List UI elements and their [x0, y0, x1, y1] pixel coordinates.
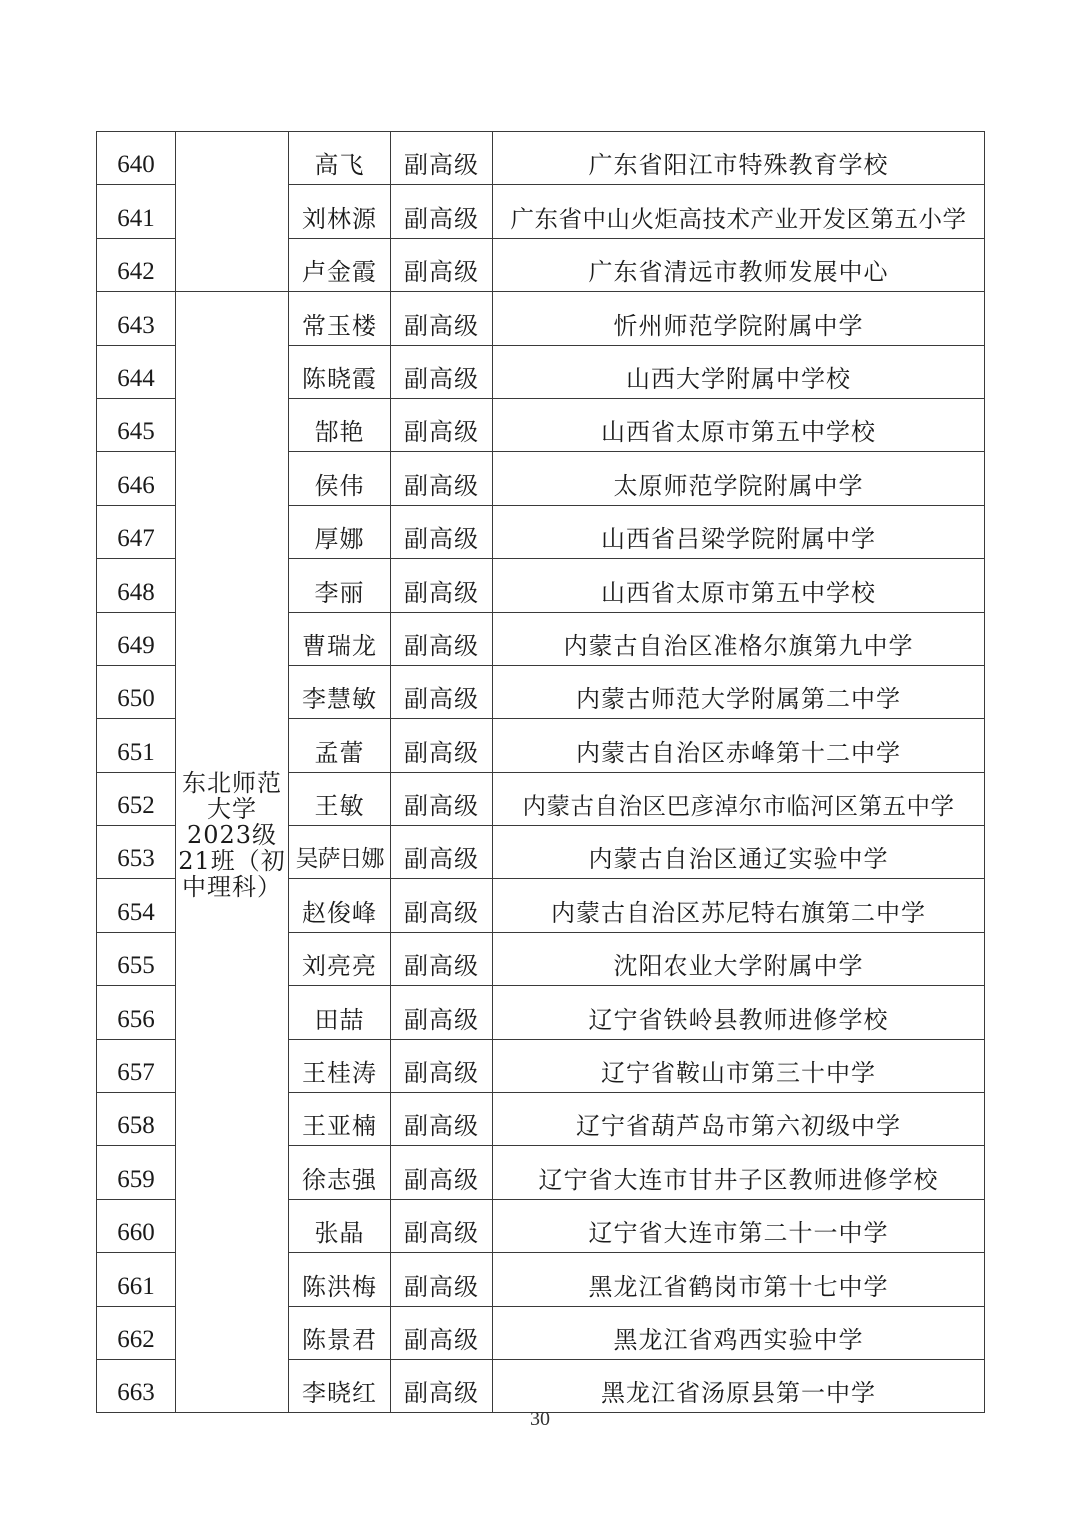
- row-number: 660: [97, 1199, 176, 1252]
- teacher-name: 徐志强: [289, 1146, 391, 1199]
- row-number: 655: [97, 932, 176, 985]
- professional-title: 副高级: [391, 772, 493, 825]
- professional-title: 副高级: [391, 826, 493, 879]
- work-unit: 忻州师范学院附属中学: [493, 292, 985, 345]
- work-unit: 山西省太原市第五中学校: [493, 559, 985, 612]
- work-unit: 辽宁省大连市第二十一中学: [493, 1199, 985, 1252]
- professional-title: 副高级: [391, 612, 493, 665]
- table-row: [97, 132, 985, 185]
- row-number: 661: [97, 1253, 176, 1306]
- work-unit: 广东省清远市教师发展中心: [493, 238, 985, 291]
- work-unit: 黑龙江省汤原县第一中学: [493, 1359, 985, 1412]
- row-number: 648: [97, 559, 176, 612]
- work-unit: 辽宁省铁岭县教师进修学校: [493, 986, 985, 1039]
- row-number: 646: [97, 452, 176, 505]
- roster-table: [96, 131, 985, 1413]
- teacher-name: 陈洪梅: [289, 1253, 391, 1306]
- professional-title: 副高级: [391, 665, 493, 718]
- professional-title: 副高级: [391, 986, 493, 1039]
- work-unit: 内蒙古自治区巴彦淖尔市临河区第五中学: [493, 772, 985, 825]
- page-number: 30: [530, 1408, 550, 1430]
- professional-title: 副高级: [391, 559, 493, 612]
- professional-title: 副高级: [391, 292, 493, 345]
- work-unit: 山西省太原市第五中学校: [493, 398, 985, 451]
- professional-title: 副高级: [391, 1146, 493, 1199]
- teacher-name: 曹瑞龙: [289, 612, 391, 665]
- teacher-name: 高飞: [289, 132, 391, 185]
- row-number: 640: [97, 132, 176, 185]
- row-number: 649: [97, 612, 176, 665]
- professional-title: 副高级: [391, 452, 493, 505]
- work-unit: 内蒙古自治区通辽实验中学: [493, 826, 985, 879]
- professional-title: 副高级: [391, 1306, 493, 1359]
- professional-title: 副高级: [391, 185, 493, 238]
- row-number: 653: [97, 826, 176, 879]
- professional-title: 副高级: [391, 505, 493, 558]
- work-unit: 内蒙古自治区苏尼特右旗第二中学: [493, 879, 985, 932]
- teacher-name: 王桂涛: [289, 1039, 391, 1092]
- professional-title: 副高级: [391, 1359, 493, 1412]
- row-number: 643: [97, 292, 176, 345]
- work-unit: 辽宁省鞍山市第三十中学: [493, 1039, 985, 1092]
- work-unit: 山西省吕梁学院附属中学: [493, 505, 985, 558]
- teacher-name: 李慧敏: [289, 665, 391, 718]
- teacher-name: 刘亮亮: [289, 932, 391, 985]
- row-number: 642: [97, 238, 176, 291]
- work-unit: 内蒙古师范大学附属第二中学: [493, 665, 985, 718]
- row-number: 650: [97, 665, 176, 718]
- row-number: 656: [97, 986, 176, 1039]
- row-number: 662: [97, 1306, 176, 1359]
- professional-title: 副高级: [391, 932, 493, 985]
- teacher-name: 李丽: [289, 559, 391, 612]
- work-unit: 内蒙古自治区赤峰第十二中学: [493, 719, 985, 772]
- teacher-name: 陈晓霞: [289, 345, 391, 398]
- teacher-name: 李晓红: [289, 1359, 391, 1412]
- teacher-name: 厚娜: [289, 505, 391, 558]
- teacher-name: 吴萨日娜: [289, 826, 391, 879]
- teacher-name: 孟蕾: [289, 719, 391, 772]
- work-unit: 辽宁省葫芦岛市第六初级中学: [493, 1093, 985, 1146]
- teacher-name: 郜艳: [289, 398, 391, 451]
- row-number: 663: [97, 1359, 176, 1412]
- work-unit: 沈阳农业大学附属中学: [493, 932, 985, 985]
- work-unit: 黑龙江省鸡西实验中学: [493, 1306, 985, 1359]
- class-cell: [176, 132, 289, 292]
- work-unit: 山西大学附属中学校: [493, 345, 985, 398]
- class-cell: [176, 292, 289, 1413]
- work-unit: 广东省阳江市特殊教育学校: [493, 132, 985, 185]
- professional-title: 副高级: [391, 345, 493, 398]
- work-unit: 内蒙古自治区准格尔旗第九中学: [493, 612, 985, 665]
- work-unit: 太原师范学院附属中学: [493, 452, 985, 505]
- row-number: 645: [97, 398, 176, 451]
- professional-title: 副高级: [391, 1199, 493, 1252]
- table-row: [97, 292, 985, 345]
- work-unit: 辽宁省大连市甘井子区教师进修学校: [493, 1146, 985, 1199]
- row-number: 659: [97, 1146, 176, 1199]
- teacher-name: 张晶: [289, 1199, 391, 1252]
- teacher-name: 侯伟: [289, 452, 391, 505]
- professional-title: 副高级: [391, 1093, 493, 1146]
- row-number: 654: [97, 879, 176, 932]
- teacher-name: 常玉楼: [289, 292, 391, 345]
- work-unit: 黑龙江省鹤岗市第十七中学: [493, 1253, 985, 1306]
- row-number: 647: [97, 505, 176, 558]
- professional-title: 副高级: [391, 1039, 493, 1092]
- professional-title: 副高级: [391, 1253, 493, 1306]
- teacher-name: 刘林源: [289, 185, 391, 238]
- professional-title: 副高级: [391, 132, 493, 185]
- row-number: 651: [97, 719, 176, 772]
- professional-title: 副高级: [391, 719, 493, 772]
- professional-title: 副高级: [391, 398, 493, 451]
- teacher-name: 赵俊峰: [289, 879, 391, 932]
- row-number: 657: [97, 1039, 176, 1092]
- professional-title: 副高级: [391, 879, 493, 932]
- row-number: 644: [97, 345, 176, 398]
- teacher-name: 王亚楠: [289, 1093, 391, 1146]
- row-number: 652: [97, 772, 176, 825]
- row-number: 658: [97, 1093, 176, 1146]
- row-number: 641: [97, 185, 176, 238]
- work-unit: 广东省中山火炬高技术产业开发区第五小学: [493, 185, 985, 238]
- professional-title: 副高级: [391, 238, 493, 291]
- roster-table-body: [97, 132, 985, 1413]
- class-label: 东北师范大学2023级21班（初中理科）: [178, 769, 286, 902]
- teacher-name: 田喆: [289, 986, 391, 1039]
- teacher-name: 陈景君: [289, 1306, 391, 1359]
- teacher-name: 卢金霞: [289, 238, 391, 291]
- teacher-name: 王敏: [289, 772, 391, 825]
